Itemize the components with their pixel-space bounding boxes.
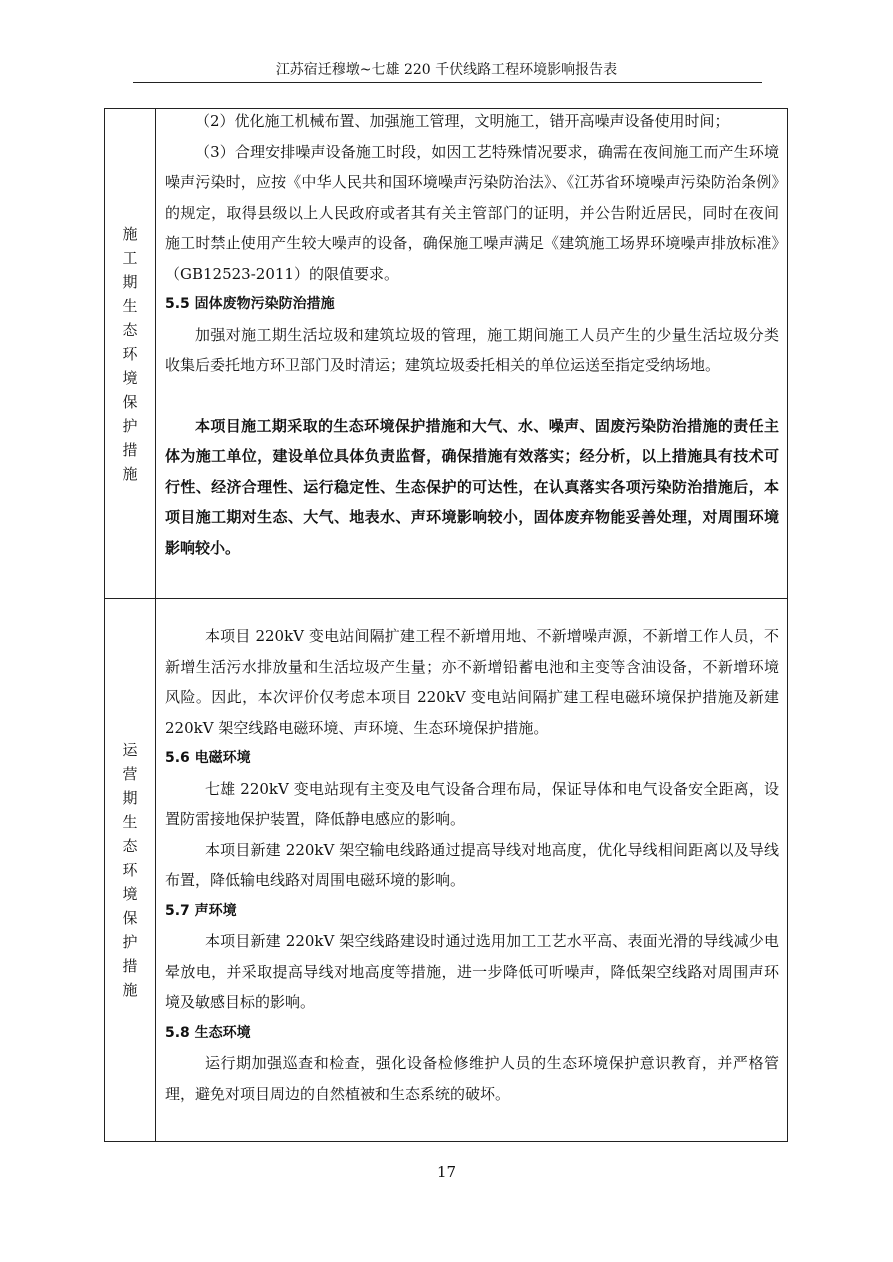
section-heading-5-5: 5.5 固体废物污染防治措施	[165, 296, 335, 312]
operation-paragraph-3: 本项目新建 220kV 架空输电线路通过提高导线对地高度，优化导线相间距离以及导线布置，降低输电线路对周围电磁环境的影响。	[165, 840, 779, 889]
operation-paragraph-5: 运行期加强巡查和检查，强化设备检修维护人员的生态环境保护意识教育，并严格管理，避免对项目周边的自然植被和生态系统的破坏。	[165, 1054, 779, 1103]
operation-paragraph-2: 七雄 220kV 变电站现有主变及电气设备合理布局，保证导体和电气设备安全距离，设置防雷接地保护装置，降低静电感应的影响。	[165, 779, 779, 828]
construction-paragraph-2: （3）合理安排噪声设备施工时段，如因工艺特殊情况要求，确需在夜间施工而产生环境噪声污染时，应按《中华人民共和国环境噪声污染防治法》、《江苏省环境噪声污染防治条例》的规定，取得县级以上人民政府或者其有关主管部门的证明，并公告附近居民，同时在夜间施工时禁止使用产生较大噪声的设备，确保施工噪声满足《建筑施工场界环境噪声排放标准》（GB12523-2011）的限值要求。	[165, 142, 779, 283]
page-number: 17	[436, 1163, 457, 1181]
operation-content-cell	[156, 599, 787, 1141]
section-heading-5-7: 5.7 声环境	[165, 902, 237, 919]
header-rule	[133, 82, 762, 83]
construction-conclusion: 本项目施工期采取的生态环境保护措施和大气、水、噪声、固废污染防治措施的责任主体为施工单位，建设单位具体负责监督，确保措施有效落实；经分析，以上措施具有技术可行性、经济合理性、运行稳定性、生态保护的可达性，在认真落实各项污染防治措施后，本项目施工期对生态、大气、地表水、声环境影响较小，固体废弃物能妥善处理，对周围环境影响较小。	[165, 416, 779, 557]
section-heading-5-6: 5.6 电磁环境	[165, 750, 251, 766]
construction-label-cell	[105, 109, 156, 598]
construction-paragraph-3: 加强对施工期生活垃圾和建筑垃圾的管理，施工期间施工人员产生的少量生活垃圾分类收集后委托地方环卫部门及时清运；建筑垃圾委托相关的单位运送至指定受纳场地。	[165, 325, 779, 374]
running-header: 江苏宿迁穆墩~七雄 220 千伏线路工程环境影响报告表	[275, 62, 618, 78]
measures-table	[104, 108, 788, 1142]
section-heading-5-8: 5.8 生态环境	[165, 1024, 251, 1041]
construction-label: 施工期生态环境保护措施	[122, 224, 138, 483]
operation-period-row	[105, 599, 787, 1141]
construction-content-cell	[156, 109, 787, 598]
operation-label: 运营期生态环境保护措施	[122, 741, 138, 999]
operation-label-cell	[105, 599, 156, 1141]
operation-paragraph-4: 本项目新建 220kV 架空线路建设时通过选用加工工艺水平高、表面光滑的导线减少电晕放电，并采取提高导线对地高度等措施，进一步降低可听噪声，降低架空线路对周围声环境及敏感目标的影响。	[165, 932, 779, 1011]
operation-paragraph-1: 本项目 220kV 变电站间隔扩建工程不新增用地、不新增噪声源，不新增工作人员，不新增生活污水排放量和生活垃圾产生量；亦不新增铅蓄电池和主变等含油设备，不新增环境风险。因此，本次评价仅考虑本项目 220kV 变电站间隔扩建工程电磁环境保护措施及新建 220kV 架空线路电磁环境、声环境、生态环境保护措施。	[165, 627, 779, 737]
construction-period-row	[105, 109, 787, 599]
construction-paragraph-1: （2）优化施工机械布置、加强施工管理，文明施工，错开高噪声设备使用时间；	[195, 112, 730, 130]
